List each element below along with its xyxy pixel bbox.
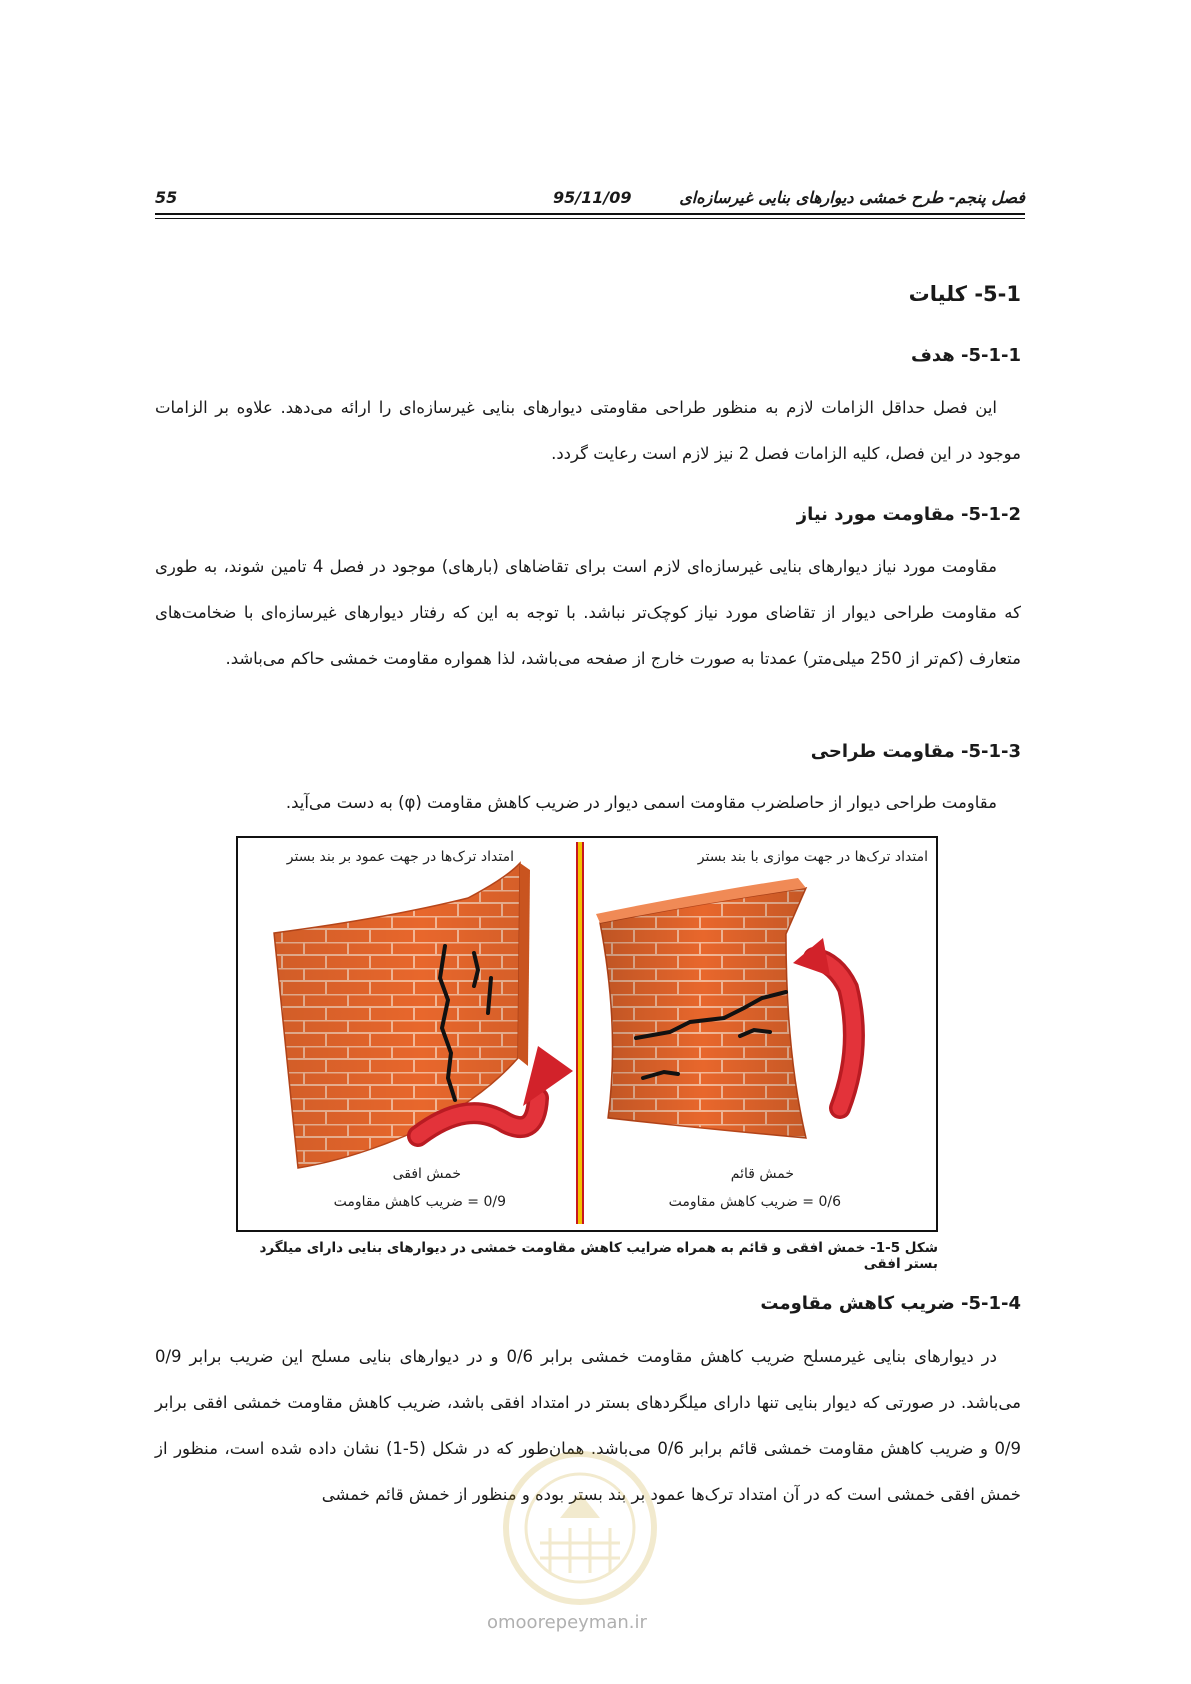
right-top-label: امتداد ترک‌ها در جهت موازی با بند بستر [697, 849, 928, 865]
right-brick-wall [596, 878, 806, 1138]
paragraph-5-1-4: در دیوارهای بنایی غیرمسلح ضریب کاهش مقاومت خمشی برابر 0/6 و در دیوارهای بنایی مسلح این ضریب برابر 0/9 می‌باشد. در صورتی که دیوار بنایی تنها دارای میلگردهای بستر در امتداد افقی باشد، ضریب کاهش مقاومت خمشی افقی برابر 0/9 و ضریب کاهش مقاومت خمشی قائم برابر 0/6 می‌باشد. همان‌طور که در شکل (5-1) نشان داده شده است، منظور از خمش افقی خمشی است که در آن امتداد ترک‌ها عمود بر بند بستر بوده و منظور از خمش قائم خمشی [155, 1347, 1021, 1504]
heading-5-1-1: 5-1-1- هدف [910, 345, 1021, 366]
paragraph-5-1-3: مقاومت طراحی دیوار از حاصلضرب مقاومت اسمی دیوار در ضریب کاهش مقاومت (φ) به دست می‌آید. [285, 793, 997, 812]
paragraph-purpose [155, 385, 1021, 477]
chapter-title: فصل پنجم- طرح خمشی دیوارهای بنایی غیرسازه‌ای [679, 188, 1025, 207]
paragraph-5-1-2: مقاومت مورد نیاز دیوارهای بنایی غیرسازه‌ای لازم است برای تقاضاهای (بارهای) موجود در فصل 4 تامین شوند، به طوری که مقاومت طراحی دیوار از تقاضای مورد نیاز کوچک‌تر نباشد. با توجه به این که رفتار دیوارهای غیرسازه‌ای با ضخامت‌های متعارف (کم‌تر از 250 میلی‌متر) عمدتا به صورت خارج از صفحه می‌باشد، لذا همواره مقاومت خمشی حاکم می‌باشد. [155, 557, 1021, 668]
left-top-label: امتداد ترک‌ها در جهت عمود بر بند بستر [286, 849, 514, 865]
header-rule-thick [155, 213, 1025, 215]
right-bending-label: خمش قائم [730, 1166, 794, 1182]
figure-caption: شکل 5-1- خمش افقی و قائم به همراه ضرایب کاهش مقاومت خمشی در دیوارهای بنایی دارای میلگرد بستر افقی [259, 1240, 938, 1272]
heading-5-1: 5-1- کلیات [908, 282, 1021, 306]
figure-5-1 [236, 836, 938, 1232]
section-heading-purpose [155, 345, 1021, 366]
left-bending-label: خمش افقی [392, 1166, 461, 1182]
heading-5-1-3: 5-1-3- مقاومت طراحی [810, 741, 1021, 762]
divider-yellow [578, 842, 582, 1224]
header-rule-thin [155, 218, 1025, 219]
left-factor-label: 0/9 = ضریب کاهش مقاومت [333, 1194, 506, 1210]
section-heading-required [155, 504, 1021, 525]
paragraph-design [155, 780, 1021, 826]
heading-5-1-2: 5-1-2- مقاومت مورد نیاز [796, 504, 1021, 525]
section-heading-factor [155, 1293, 1021, 1314]
right-factor-label: 0/6 = ضریب کاهش مقاومت [668, 1194, 841, 1210]
section-heading-design [155, 741, 1021, 762]
figure-illustration [238, 838, 935, 1229]
paragraph-5-1-1: این فصل حداقل الزامات لازم به منظور طراحی مقاومتی دیوارهای بنایی غیرسازه‌ای را ارائه می‌دهد. علاوه بر الزامات موجود در این فصل، کلیه الزامات فصل 2 نیز لازم است رعایت گردد. [155, 398, 1021, 463]
right-red-arrow [793, 938, 854, 1108]
section-heading-general [155, 282, 1021, 306]
paragraph-required [155, 544, 1021, 682]
page-number: 55 [155, 188, 178, 207]
header-date: 95/11/09 [553, 188, 632, 207]
page-header [155, 184, 1025, 214]
heading-5-1-4: 5-1-4- ضریب کاهش مقاومت [760, 1293, 1021, 1314]
watermark-seal-icon [480, 1448, 680, 1608]
watermark-site: omoorepeyman.ir [487, 1612, 647, 1633]
